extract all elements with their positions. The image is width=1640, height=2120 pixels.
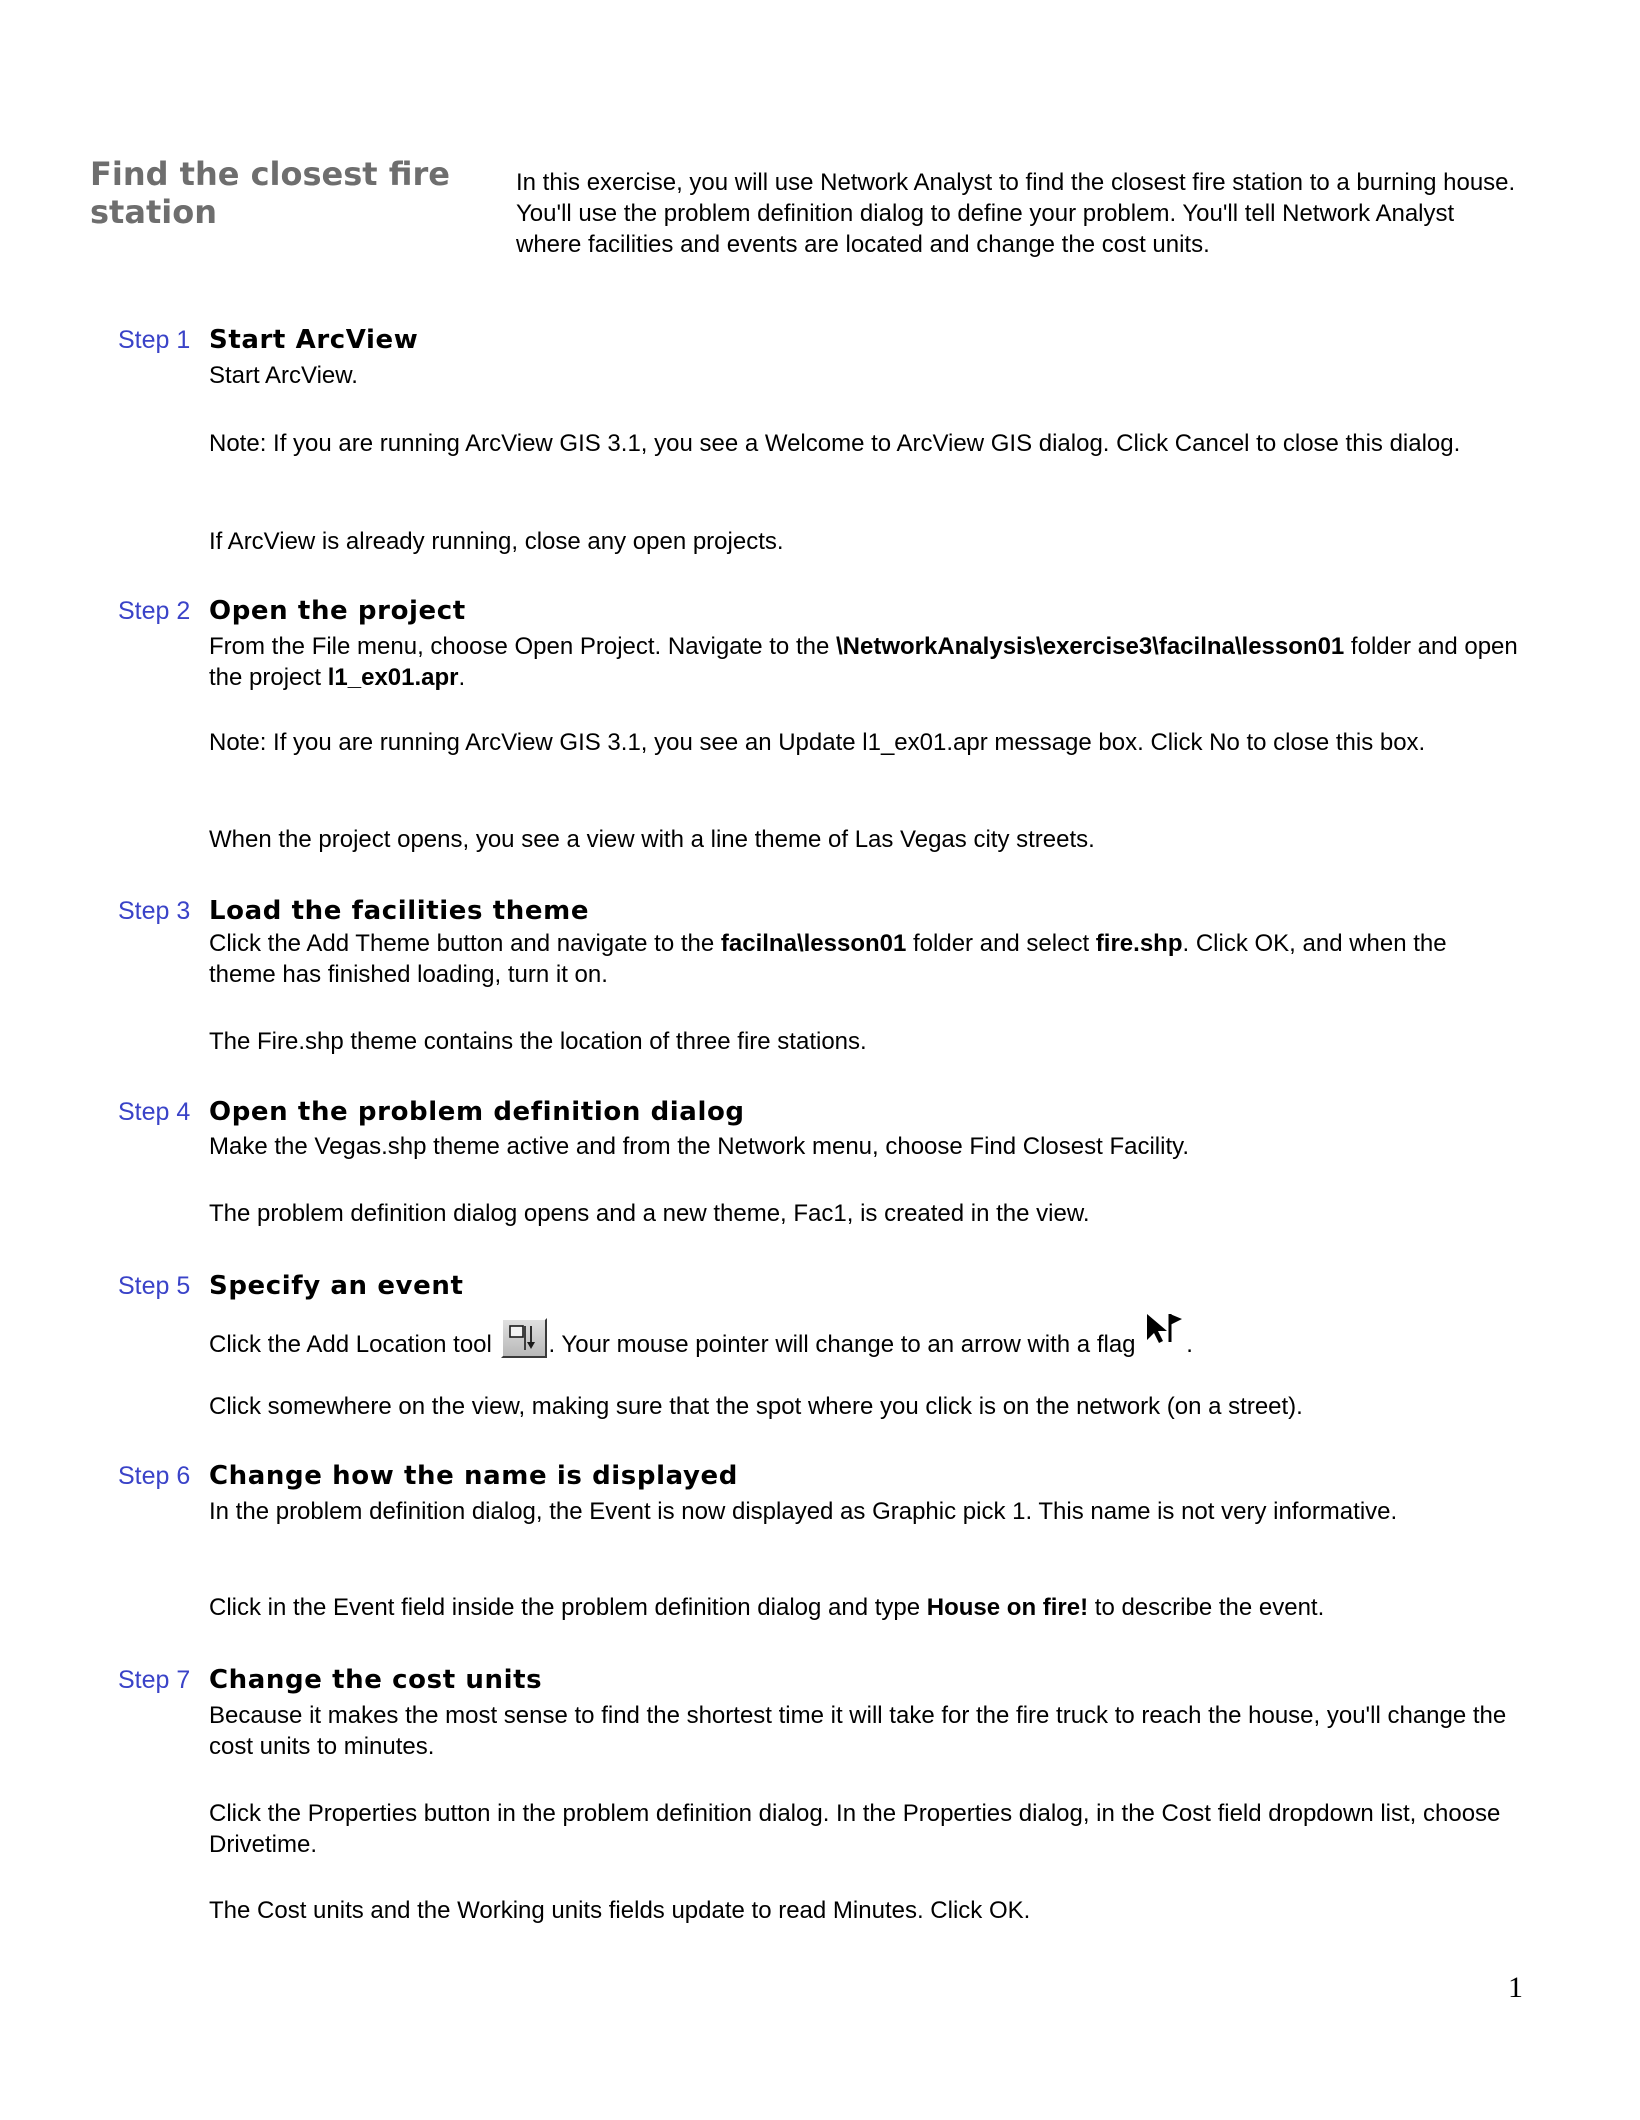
event-name: House on fire! [926, 1594, 1089, 1621]
step-paragraph: Click somewhere on the view, making sure that the spot where you click is on the network (on a street). [209, 1393, 1303, 1420]
text-run: folder and open the project [209, 633, 1518, 691]
folder-path: \NetworkAnalysis\exercise3\facilna\lesson01 [835, 633, 1345, 660]
folder-path: facilna\lesson01 [720, 930, 907, 957]
step-label: Step 5 [118, 1272, 191, 1300]
text-run: . [458, 664, 466, 691]
step-paragraph: The problem definition dialog opens and a new theme, Fac1, is created in the view. [209, 1200, 1090, 1227]
text-run: . [1186, 1331, 1193, 1358]
step-paragraph: Start ArcView. [209, 362, 358, 389]
step-title: Change the cost units [209, 1665, 543, 1695]
step-paragraph: Click the Properties button in the problem definition dialog. In the Properties dialog, in the Cost field dropdown list, choose Drivetime. [209, 1800, 1501, 1858]
step-label: Step 2 [118, 597, 191, 625]
text-run: From the File menu, choose Open Project. Navigate to the [209, 633, 836, 660]
text-run: to describe the event. [1088, 1594, 1325, 1621]
step-paragraph [209, 631, 1519, 693]
step-label: Step 3 [118, 897, 191, 925]
step-label: Step 1 [118, 326, 191, 354]
step-paragraph: In the problem definition dialog, the Event is now displayed as Graphic pick 1. This name is not very informative. [209, 1498, 1398, 1525]
text-run: . Click OK, and when the theme has finished loading, turn it on. [209, 930, 1447, 988]
shapefile-name: fire.shp [1095, 930, 1183, 957]
step-paragraph: The Fire.shp theme contains the location of three fire stations. [209, 1028, 867, 1055]
step-title: Specify an event [209, 1271, 464, 1301]
step-label: Step 7 [118, 1666, 191, 1694]
step-title: Load the facilities theme [209, 896, 590, 926]
text-run: Click in the Event field inside the problem definition dialog and type [209, 1594, 927, 1621]
page-number: 1 [1508, 1971, 1523, 2004]
text-run: Click the Add Theme button and navigate to the [209, 930, 721, 957]
step-paragraph: The Cost units and the Working units fields update to read Minutes. Click OK. [209, 1897, 1031, 1924]
step-label: Step 4 [118, 1098, 191, 1126]
page-title: Find the closest fire station [90, 155, 450, 231]
step-note: Note: If you are running ArcView GIS 3.1, you see an Update l1_ex01.apr message box. Click No to close this box. [209, 729, 1426, 756]
project-filename: l1_ex01.apr [327, 664, 459, 691]
text-run: folder and select [906, 930, 1096, 957]
add-location-tool-icon [501, 1318, 547, 1358]
step-title: Change how the name is displayed [209, 1461, 738, 1491]
step-title: Open the problem definition dialog [209, 1097, 745, 1127]
step-paragraph: Because it makes the most sense to find the shortest time it will take for the fire truck to reach the house, you'll change the cost units to minutes. [209, 1702, 1507, 1760]
step-paragraph [209, 1310, 1519, 1365]
intro-paragraph: In this exercise, you will use Network Analyst to find the closest fire station to a burning house. You'll use the problem definition dialog to define your problem. You'll tell Network Analyst where facilities and events are located and change the cost units. [516, 169, 1516, 258]
step-paragraph: If ArcView is already running, close any open projects. [209, 528, 784, 555]
step-title: Start ArcView [209, 325, 419, 355]
step-paragraph [209, 928, 1519, 990]
step-paragraph: When the project opens, you see a view with a line theme of Las Vegas city streets. [209, 826, 1095, 853]
step-paragraph: Make the Vegas.shp theme active and from the Network menu, choose Find Closest Facility. [209, 1133, 1190, 1160]
text-run: . Your mouse pointer will change to an arrow with a flag [548, 1331, 1143, 1358]
step-title: Open the project [209, 596, 466, 626]
arrow-flag-pointer-icon [1144, 1310, 1184, 1348]
step-note: Note: If you are running ArcView GIS 3.1, you see a Welcome to ArcView GIS dialog. Click Cancel to close this dialog. [209, 430, 1461, 457]
text-run: Click the Add Location tool [209, 1331, 499, 1358]
step-label: Step 6 [118, 1462, 191, 1490]
step-paragraph [209, 1592, 1519, 1623]
